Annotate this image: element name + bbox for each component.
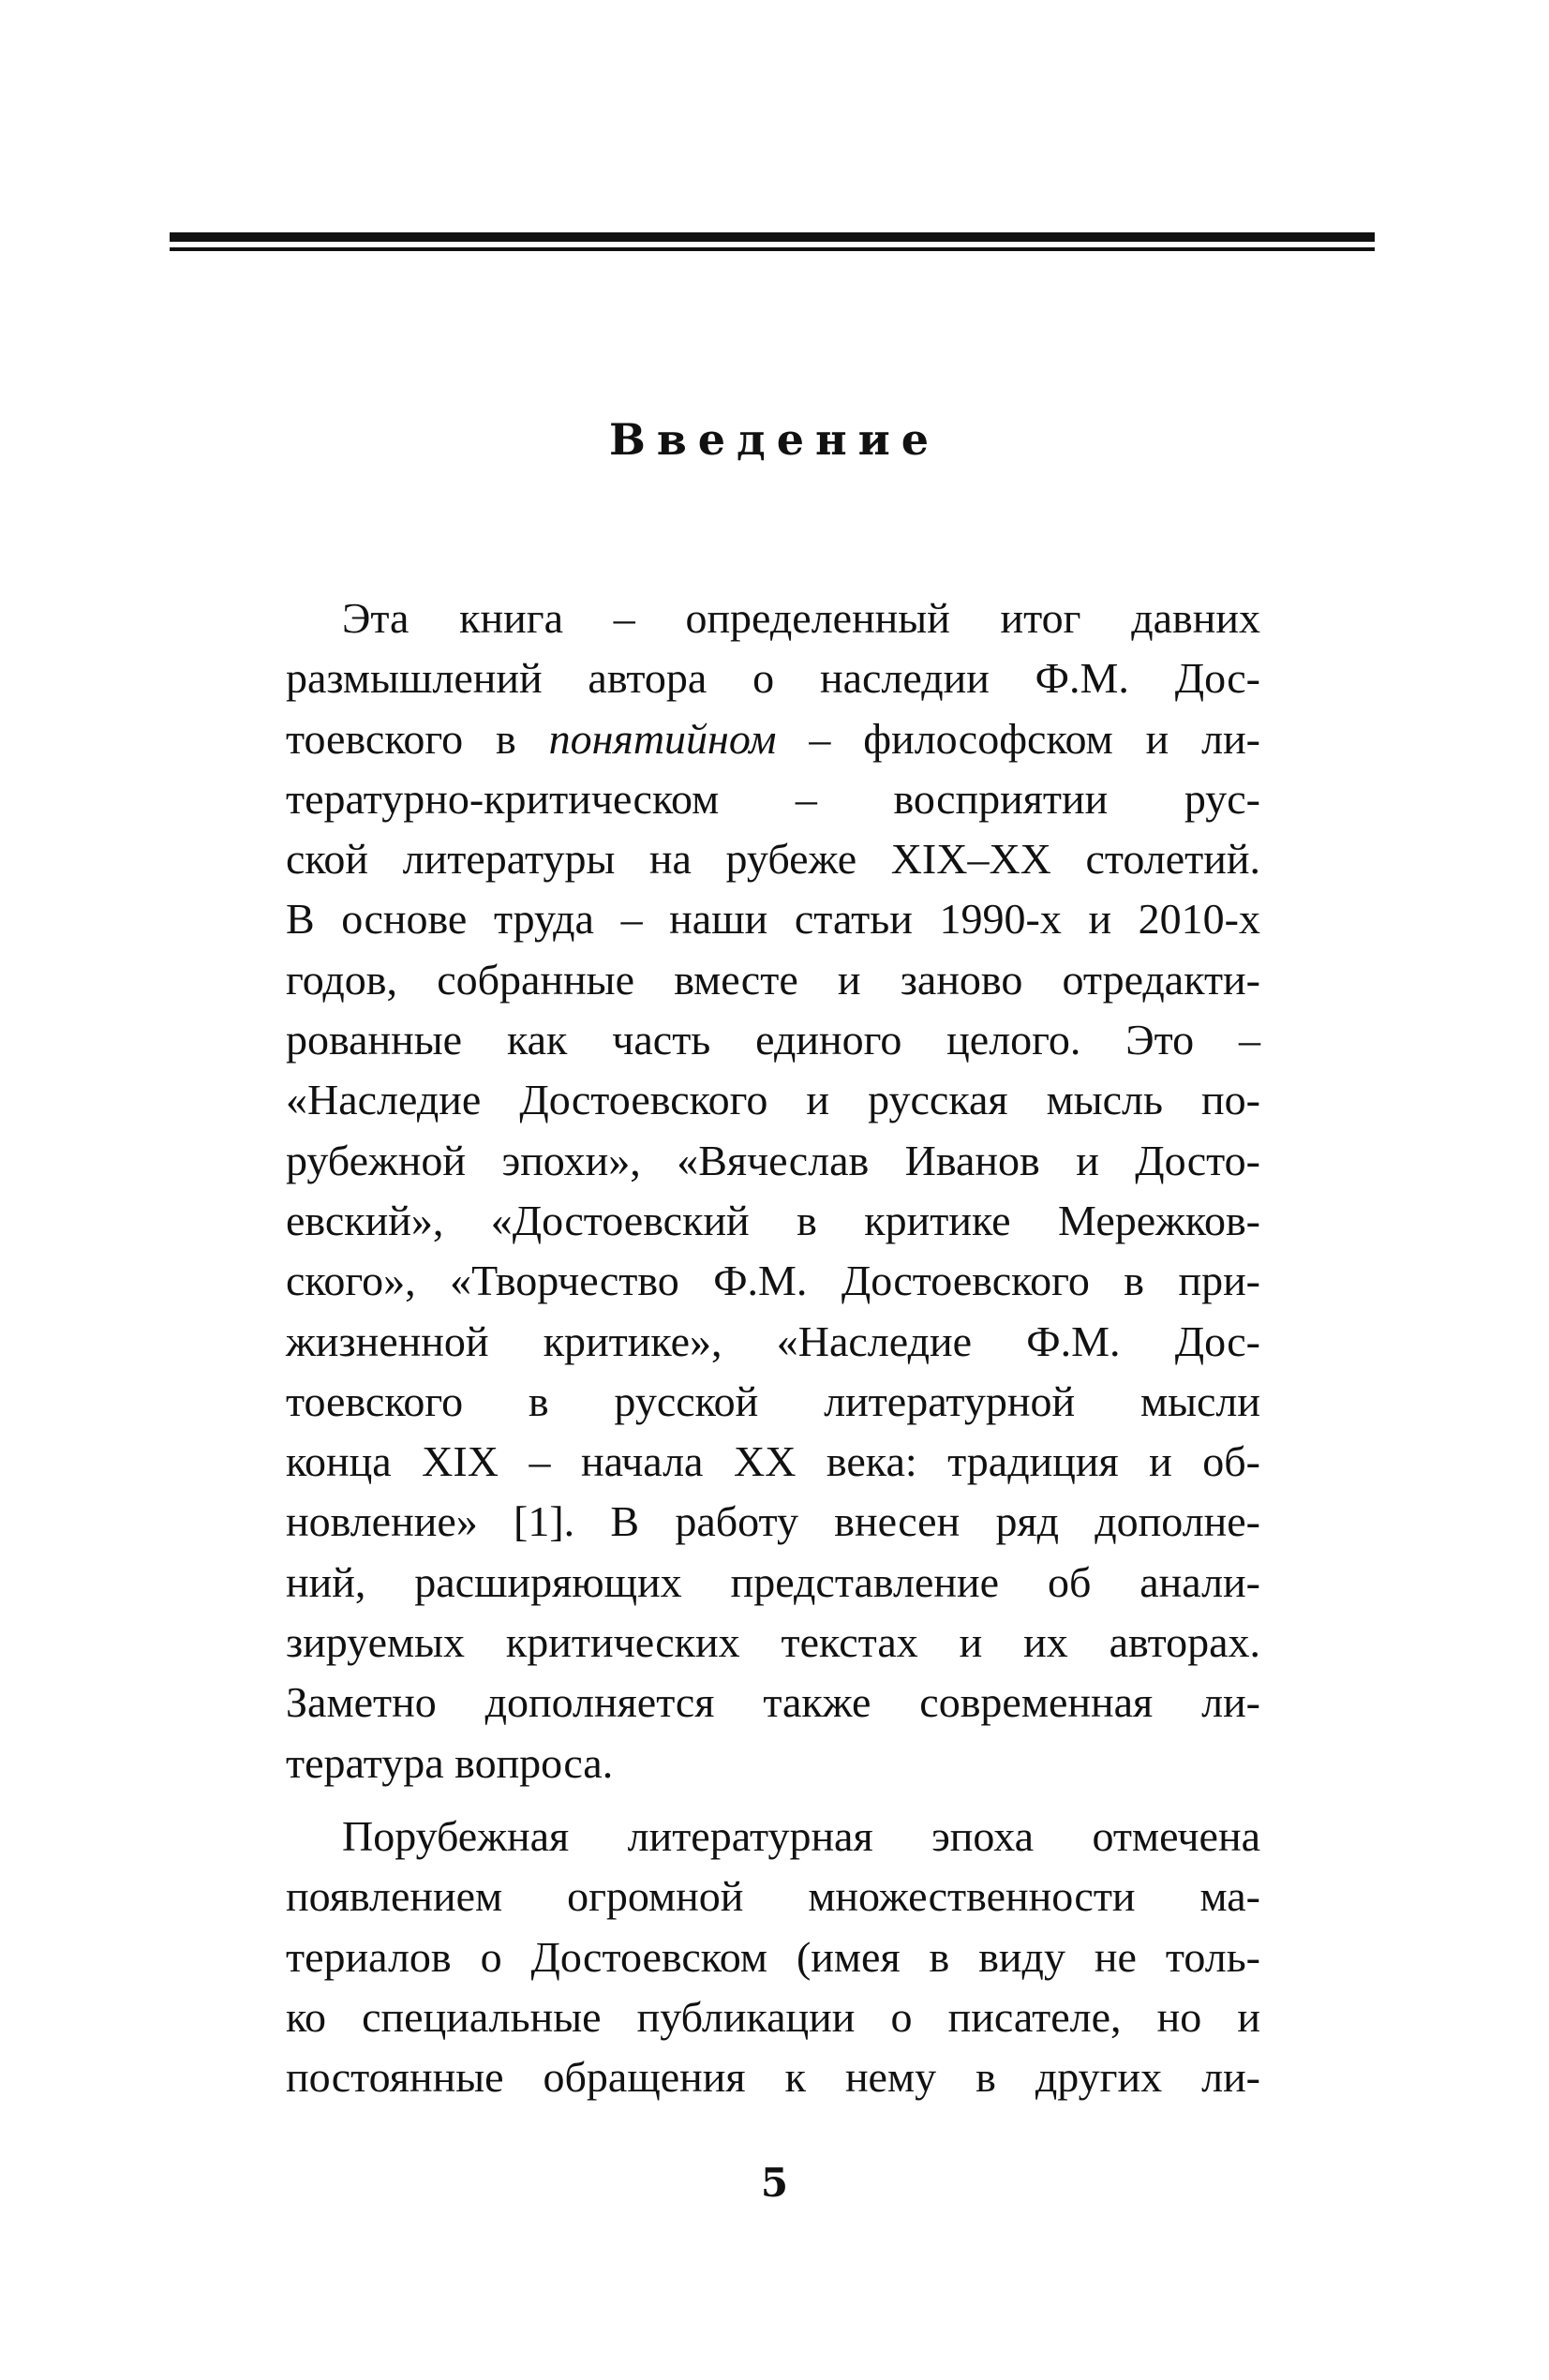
- body-text: [286, 588, 1260, 2107]
- text-line: Порубежная литературная эпоха отмечена: [342, 1811, 1260, 1860]
- text-line: годов, собранные вместе и заново отредакти-: [286, 955, 1260, 1004]
- header-rule: [170, 232, 1375, 251]
- text-line: евский», «Достоевский в критике Мережков-: [286, 1196, 1260, 1244]
- text-line: «Наследие Достоевского и русская мысль по-: [286, 1076, 1260, 1124]
- text-line: тоевского в русской литературной мысли: [286, 1376, 1260, 1425]
- text-line: рубежной эпохи», «Вячеслав Иванов и Досто-: [286, 1136, 1260, 1184]
- text-line: Заметно дополняется также современная ли-: [286, 1678, 1260, 1727]
- text-segment: – философском и ли-: [776, 714, 1261, 763]
- text-line: рованные как часть единого целого. Это –: [286, 1016, 1260, 1064]
- text-line: В основе труда – наши статьи 1990-х и 2010-х: [286, 895, 1260, 944]
- chapter-title: Введение: [608, 414, 941, 465]
- text-line: появлением огромной множественности ма-: [286, 1872, 1260, 1921]
- text-line: новление» [1]. В работу внесен ряд дополне-: [286, 1497, 1260, 1546]
- text-line: постоянные обращения к нему в других ли-: [286, 2053, 1260, 2102]
- text-line: конца XIX – начала XX века: традиция и об-: [286, 1437, 1260, 1486]
- text-segment: тоевского в: [286, 714, 549, 763]
- paragraph-1: [286, 588, 1260, 1793]
- page-number: 5: [760, 2160, 789, 2206]
- text-line: размышлений автора о наследии Ф.М. Дос-: [286, 654, 1260, 703]
- italic-term: понятийном: [548, 714, 777, 763]
- text-line: жизненной критике», «Наследие Ф.М. Дос-: [286, 1316, 1260, 1365]
- text-line: ского», «Творчество Ф.М. Достоевского в при-: [286, 1257, 1260, 1305]
- text-line: ской литературы на рубеже XIX–XX столетий.: [286, 835, 1260, 884]
- header-rule-thin: [170, 247, 1375, 251]
- text-line: тературно-критическом – восприятии рус-: [286, 774, 1260, 823]
- paragraph-2: [286, 1807, 1260, 2107]
- text-line: ко специальные публикации о писателе, но и: [286, 1992, 1260, 2041]
- text-line: ний, расширяющих представление об анали-: [286, 1557, 1260, 1606]
- text-line-with-italic: [286, 709, 1260, 769]
- header-rule-thick: [170, 232, 1375, 242]
- text-line: териалов о Достоевском (имея в виду не толь-: [286, 1932, 1260, 1981]
- text-line: тература вопроса.: [286, 1738, 614, 1787]
- text-line: зируемых критических текстах и их авторах.: [286, 1618, 1260, 1667]
- text-line: Эта книга – определенный итог давних: [342, 594, 1260, 642]
